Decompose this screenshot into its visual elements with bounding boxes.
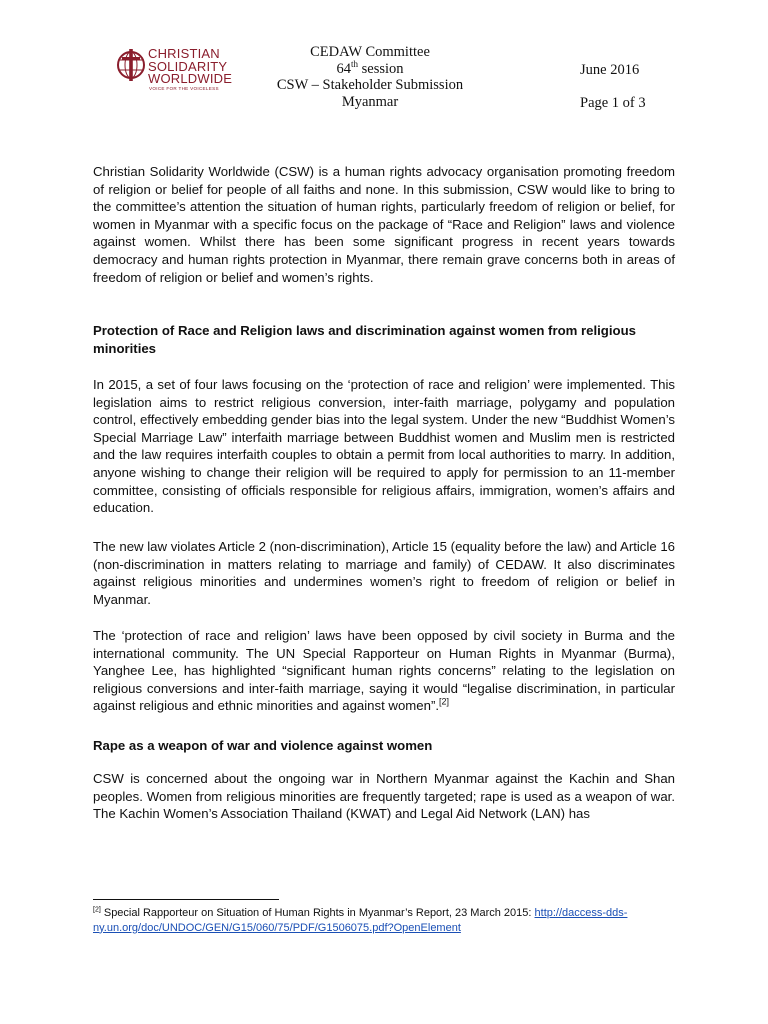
session-word: session [361,60,404,77]
section1-heading: Protection of Race and Religion laws and discrimination against women from religious minorities [93,323,636,356]
footnote-link[interactable]: http://daccess-dds-ny.un.org/doc/UNDOC/GEN/G15/060/75/PDF/G1506075.pdf?OpenElement [93,907,628,934]
session-suffix: th [350,58,358,69]
header-submission: CSW – Stakeholder Submission [276,77,464,93]
section2-para1 [93,770,675,823]
section2-heading: Rape as a weapon of war and violence against women [93,738,433,753]
section1-para1 [93,376,675,517]
section1-para3-text [93,627,675,715]
section1-para2-text: The new law violates Article 2 (non-discrimination), Article 15 (equality before the law) and Article 16 (non-discrimination in matters relating to marriage and family) of CEDAW. It also discriminates against religious minorities and undermines women’s right to freedom of religion or belief in Myanmar. [93,539,675,607]
footnote-divider [93,899,279,900]
session-number: 64 [336,60,351,77]
logo-line-2: SOLIDARITY [148,58,228,74]
section1-para1-text: In 2015, a set of four laws focusing on the ‘protection of race and religion’ were implemented. This legislation aims to restrict religious conversion, inter-faith marriage, polygamy and population control, effectively embedding gender bias into the legal system. Under the new “Buddhist Women’s Special Marriage Law” interfaith marriage between Buddhist women and Muslim men is restricted and the law requires interfaith couples to obtain a permit from local authorities to marry. In addition, anyone wishing to change their religion will be required to apply for permission to an 11-member committee, consisting of officials responsible for religious affairs, immigration, women’s affairs and education. [93,377,675,516]
csw-logo [116,48,256,96]
logo-line-1: CHRISTIAN [148,46,220,61]
globe-cross-icon [116,48,146,84]
header-committee: CEDAW Committee [310,44,430,60]
footnote-marker: [2] [93,906,101,914]
intro-text: Christian Solidarity Worldwide (CSW) is a human rights advocacy organisation promoting freedom of religion or belief for people of all faiths and none. In this submission, CSW would like to bring to the committee’s attention the situation of human rights, particularly freedom of religion or belief, for women in Myanmar with a specific focus on the package of “Race and Religion” laws and violence against women. Whilst there has been some significant progress in recent years towards democracy and human rights protection in Myanmar, there remain grave concerns both in areas of freedom of religion or belief and women’s rights. [93,164,675,285]
logo-line-3: WORLDWIDE [148,71,233,86]
header-country: Myanmar [341,93,399,110]
footnote-ref[interactable]: [2] [439,696,450,707]
footnote [93,906,683,935]
header-session [250,58,490,78]
header-right [580,62,670,111]
logo-wordmark [148,48,232,86]
section1-para3 [93,627,675,715]
footnote-text: Special Rapporteur on Situation of Human Rights in Myanmar’s Report, 23 March 2015: [100,907,535,919]
header-block [250,44,490,110]
section2-para1-text: CSW is concerned about the ongoing war in Northern Myanmar against the Kachin and Shan peoples. Women from religious minorities are frequently targeted; rape is used as a weapon of war. The Kachin Women’s Association Thailand (KWAT) and Legal Aid Network (LAN) has [93,771,675,822]
logo-tagline: VOICE FOR THE VOICELESS [149,86,219,91]
para3-body: The ‘protection of race and religion’ laws have been opposed by civil society in Burma and the international community. The UN Special Rapporteur on Human Rights in Myanmar (Burma), Yanghee Lee, has highlighted “significant human rights concerns” relating to the legislation on religious conversions and inter-faith marriage, saying it would “legalise discrimination, in particular against religious and ethnic minorities and against women”. [93,628,675,714]
section1-para2 [93,538,675,608]
intro-paragraph [93,163,675,286]
header-date: June 2016 [580,62,640,78]
page-number: Page 1 of 3 [580,95,646,111]
